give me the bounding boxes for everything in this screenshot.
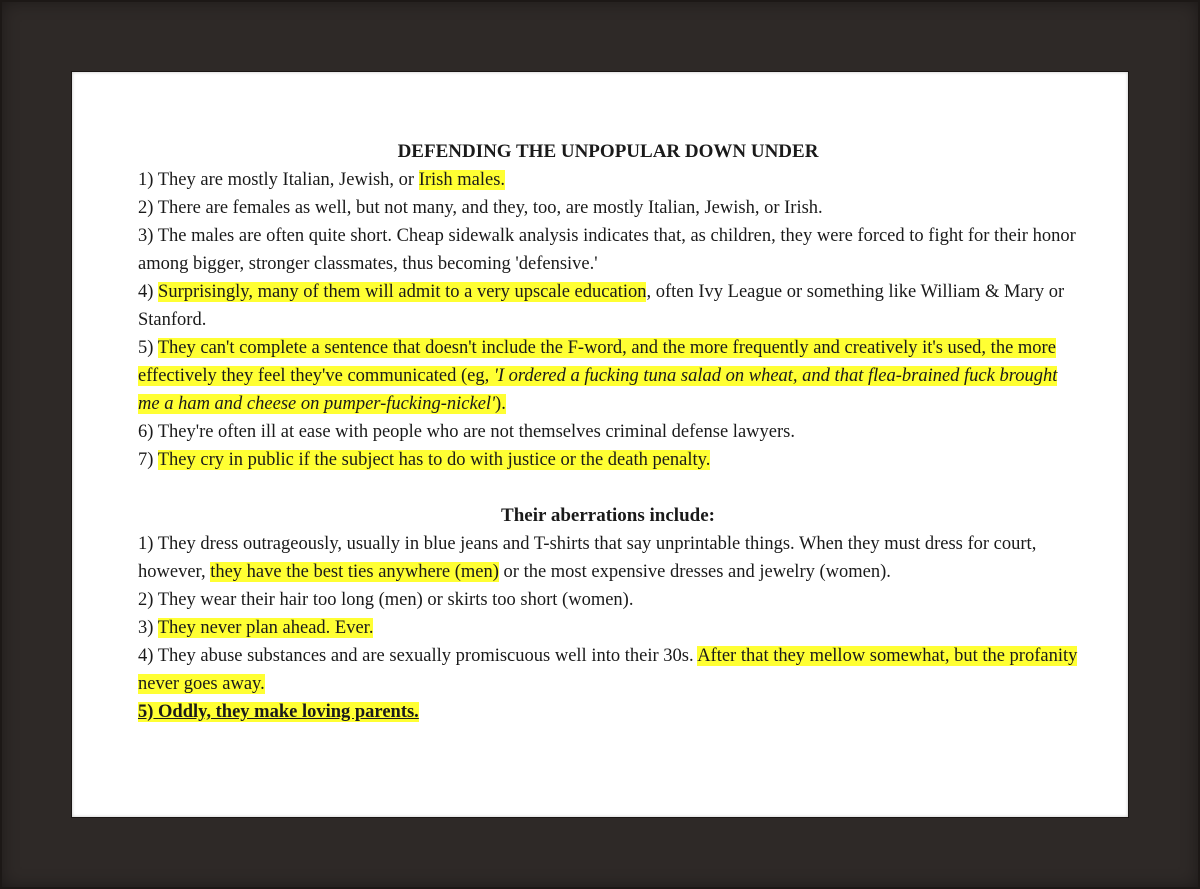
- list-item: [138, 166, 1078, 194]
- item-number: 5): [138, 338, 154, 358]
- item-number: 7): [138, 450, 154, 470]
- document-body: [138, 138, 1078, 726]
- item-number: 2): [138, 198, 154, 218]
- item-number: 4): [138, 282, 154, 302]
- item-number: 4): [138, 646, 154, 666]
- list-item: [138, 334, 1078, 418]
- item-number: 5): [138, 702, 154, 722]
- highlighted-text: ).: [495, 394, 506, 414]
- highlighted-text: Oddly, they make loving parents.: [158, 702, 419, 722]
- item-text: or the most expensive dresses and jewelry (women).: [498, 562, 891, 582]
- list-item: [138, 194, 1078, 222]
- item-text: They're often ill at ease with people who are not themselves criminal defense lawyers.: [157, 422, 795, 442]
- list-item: [138, 418, 1078, 446]
- highlighted-text: Irish males.: [418, 170, 506, 190]
- list-item: [138, 278, 1078, 334]
- list-item: [138, 530, 1078, 586]
- highlighted-text: Surprisingly, many of them will admit to a very upscale education: [158, 282, 647, 302]
- highlighted-text: After that they mellow somewhat, but the profanity never goes away.: [138, 646, 1078, 694]
- item-text: The males are often quite short. Cheap sidewalk analysis indicates that, as children, they were forced to fight for their honor among bigger, stronger classmates, thus becoming 'defensive.': [138, 226, 1076, 274]
- quoted-text: 'I ordered a fucking tuna salad on wheat, and that flea-brained fuck brought me a ham and cheese on pumper-fucking-nickel': [138, 366, 1058, 414]
- highlighted-text: They never plan ahead. Ever.: [157, 618, 374, 638]
- document-page: [72, 72, 1128, 817]
- item-text: , often Ivy League or something like William & Mary or Stanford.: [138, 282, 1065, 330]
- item-number: 6): [138, 422, 154, 442]
- item-number: 1): [138, 534, 154, 554]
- section-heading: Their aberrations include:: [501, 505, 715, 526]
- item-number: 3): [138, 226, 154, 246]
- list-item: [138, 642, 1078, 698]
- item-text: They dress outrageously, usually in blue jeans and T-shirts that say unprintable things. When they must dress for court, however,: [138, 534, 1037, 582]
- highlighted-text: They cry in public if the subject has to do with justice or the death penalty.: [157, 450, 711, 470]
- list-item: [138, 222, 1078, 278]
- list-item-final: [138, 698, 1078, 726]
- list-item: [138, 586, 1078, 614]
- item-number: 1): [138, 170, 154, 190]
- item-text: There are females as well, but not many, and they, too, are mostly Italian, Jewish, or Irish.: [157, 198, 823, 218]
- item-text: They abuse substances and are sexually promiscuous well into their 30s.: [157, 646, 698, 666]
- item-text: They wear their hair too long (men) or skirts too short (women).: [157, 590, 634, 610]
- highlighted-text: They can't complete a sentence that doesn't include the F-word, and the more frequently and creatively it's used, the more effectively they feel they've communicated (eg,: [138, 338, 1056, 386]
- item-number: 2): [138, 590, 154, 610]
- document-title: DEFENDING THE UNPOPULAR DOWN UNDER: [397, 141, 819, 162]
- list-item: [138, 614, 1078, 642]
- highlighted-text: they have the best ties anywhere (men): [210, 562, 499, 582]
- list-item: [138, 446, 1078, 474]
- item-number: 3): [138, 618, 154, 638]
- item-text: They are mostly Italian, Jewish, or: [157, 170, 419, 190]
